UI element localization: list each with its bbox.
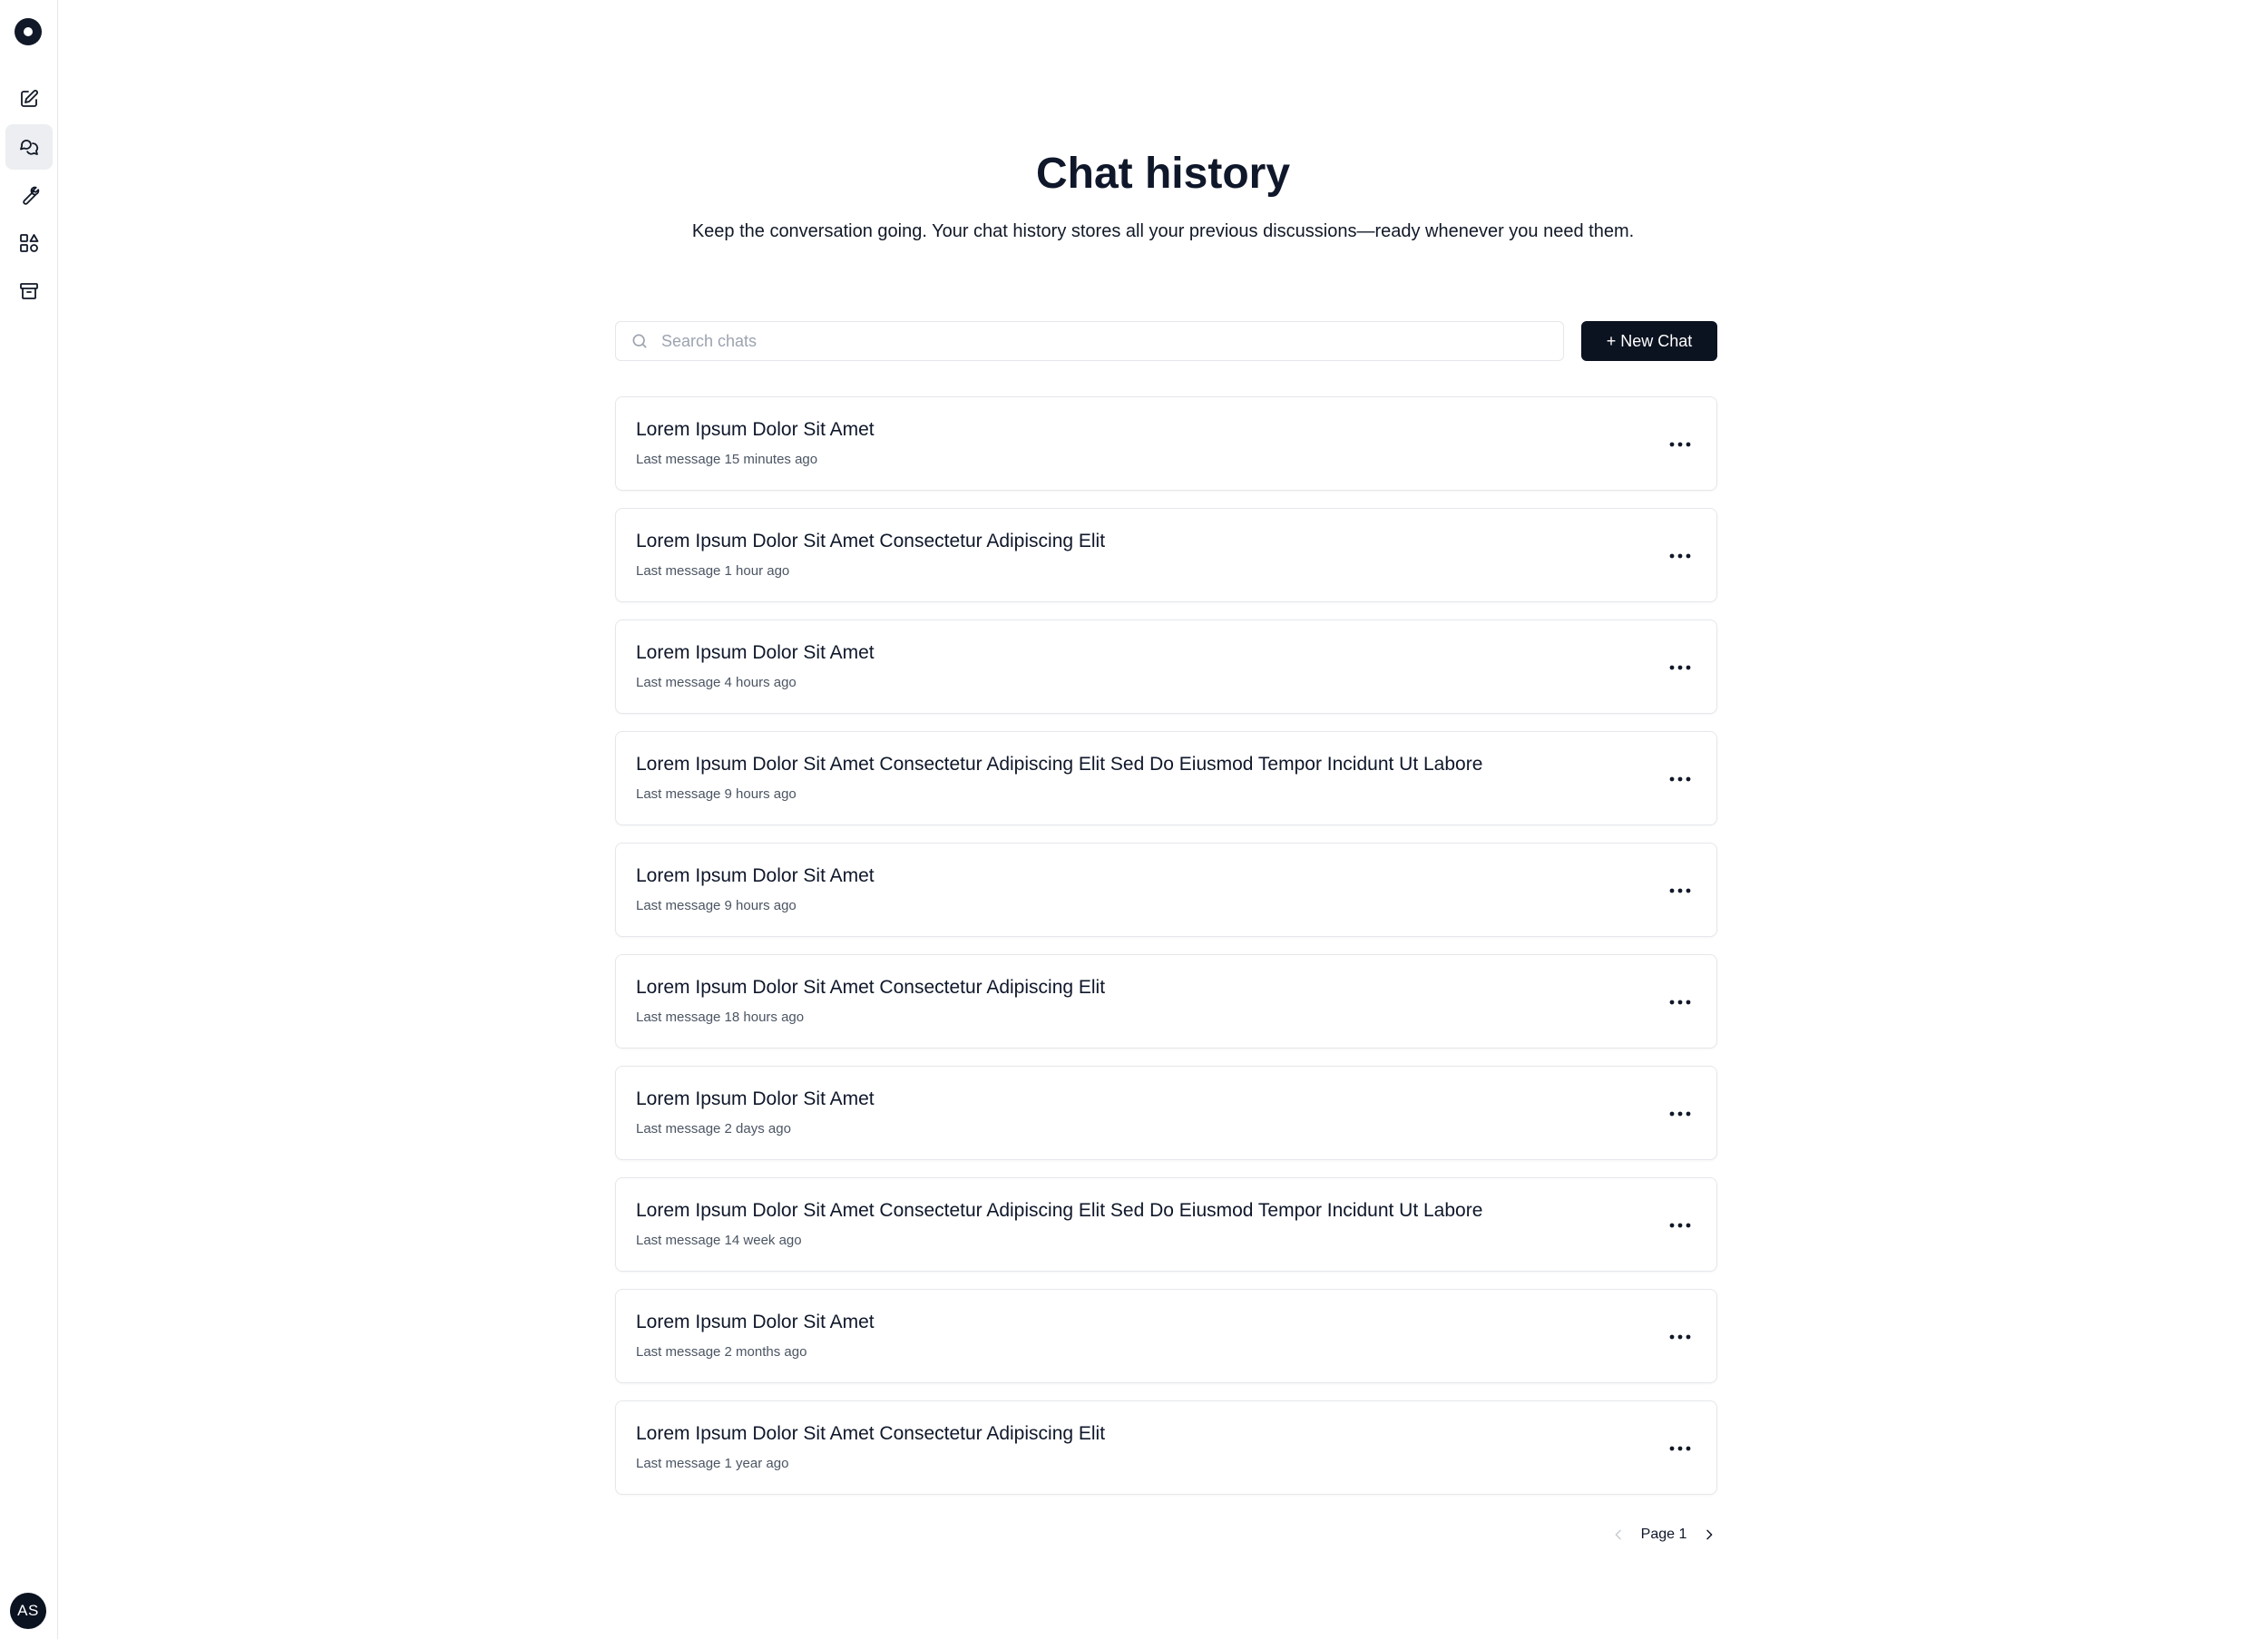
chat-title: Lorem Ipsum Dolor Sit Amet	[636, 1312, 875, 1332]
search-box[interactable]	[615, 321, 1564, 361]
more-horizontal-icon	[1668, 776, 1692, 783]
more-horizontal-icon	[1668, 1445, 1692, 1452]
logo-icon[interactable]	[15, 18, 42, 45]
chat-list	[615, 396, 1717, 1512]
chat-title: Lorem Ipsum Dolor Sit Amet Consectetur Adipiscing Elit	[636, 1423, 1106, 1444]
more-horizontal-icon	[1668, 1222, 1692, 1229]
tools-nav[interactable]	[5, 172, 53, 218]
search-icon	[631, 332, 649, 350]
edit-icon	[18, 88, 40, 110]
more-options-button[interactable]	[1662, 432, 1698, 457]
chat-last-message-time: Last message 4 hours ago	[636, 675, 797, 690]
more-horizontal-icon	[1668, 441, 1692, 448]
chat-last-message-time: Last message 2 months ago	[636, 1344, 807, 1360]
search-input[interactable]	[661, 332, 1550, 351]
chat-title: Lorem Ipsum Dolor Sit Amet Consectetur Adipiscing Elit	[636, 977, 1106, 998]
new-chat-button[interactable]: + New Chat	[1581, 321, 1717, 361]
more-options-button[interactable]	[1662, 878, 1698, 903]
page-title: Chat history	[1035, 150, 1291, 198]
more-horizontal-icon	[1668, 999, 1692, 1006]
chat-last-message-time: Last message 2 days ago	[636, 1121, 791, 1137]
chat-title: Lorem Ipsum Dolor Sit Amet	[636, 865, 875, 886]
more-options-button[interactable]	[1662, 1436, 1698, 1461]
chat-title: Lorem Ipsum Dolor Sit Amet Consectetur Adipiscing Elit Sed Do Eiusmod Tempor Incidunt Ut Labore	[636, 1200, 1483, 1221]
chat-row[interactable]	[615, 1289, 1717, 1383]
next-page-button[interactable]	[1700, 1526, 1718, 1544]
chat-row[interactable]	[615, 731, 1717, 825]
more-horizontal-icon	[1668, 1333, 1692, 1341]
archive-nav[interactable]	[5, 268, 53, 314]
more-options-button[interactable]	[1662, 990, 1698, 1015]
apps-shapes-icon	[18, 232, 40, 254]
new-chat-nav[interactable]	[5, 76, 53, 122]
chat-last-message-time: Last message 18 hours ago	[636, 1010, 805, 1025]
archive-icon	[18, 280, 40, 302]
more-horizontal-icon	[1668, 664, 1692, 671]
more-options-button[interactable]	[1662, 1101, 1698, 1127]
apps-nav[interactable]	[5, 220, 53, 266]
wrench-icon	[18, 184, 40, 206]
chat-last-message-time: Last message 1 year ago	[636, 1456, 789, 1471]
prev-page-button[interactable]	[1609, 1526, 1628, 1544]
chevron-left-icon	[1611, 1527, 1626, 1542]
chat-row[interactable]	[615, 1066, 1717, 1160]
more-horizontal-icon	[1668, 552, 1692, 560]
more-options-button[interactable]	[1662, 766, 1698, 792]
chat-title: Lorem Ipsum Dolor Sit Amet Consectetur Adipiscing Elit Sed Do Eiusmod Tempor Incidunt Ut Labore	[636, 754, 1483, 775]
chat-title: Lorem Ipsum Dolor Sit Amet Consectetur Adipiscing Elit	[636, 531, 1106, 551]
chat-last-message-time: Last message 14 week ago	[636, 1233, 802, 1248]
avatar[interactable]: AS	[10, 1593, 46, 1629]
more-options-button[interactable]	[1662, 1213, 1698, 1238]
chat-row[interactable]	[615, 1177, 1717, 1272]
chat-row[interactable]	[615, 508, 1717, 602]
chat-title: Lorem Ipsum Dolor Sit Amet	[636, 1088, 875, 1109]
page-subtitle: Keep the conversation going. Your chat history stores all your previous discussions—ready whenever you need them.	[691, 221, 1635, 241]
chat-title: Lorem Ipsum Dolor Sit Amet	[636, 419, 875, 440]
more-options-button[interactable]	[1662, 1324, 1698, 1350]
chat-last-message-time: Last message 9 hours ago	[636, 786, 797, 802]
pagination	[1609, 1521, 1718, 1548]
sidebar	[0, 0, 58, 1639]
chat-history-nav[interactable]	[5, 124, 53, 170]
more-options-button[interactable]	[1662, 543, 1698, 569]
chat-last-message-time: Last message 9 hours ago	[636, 898, 797, 913]
more-horizontal-icon	[1668, 887, 1692, 894]
chat-row[interactable]	[615, 1400, 1717, 1495]
chat-bubbles-icon	[18, 136, 40, 158]
more-options-button[interactable]	[1662, 655, 1698, 680]
more-horizontal-icon	[1668, 1110, 1692, 1117]
chat-last-message-time: Last message 15 minutes ago	[636, 452, 818, 467]
chat-row[interactable]	[615, 954, 1717, 1049]
chat-row[interactable]	[615, 620, 1717, 714]
chevron-right-icon	[1702, 1527, 1716, 1542]
chat-last-message-time: Last message 1 hour ago	[636, 563, 790, 579]
chat-title: Lorem Ipsum Dolor Sit Amet	[636, 642, 875, 663]
chat-row[interactable]	[615, 843, 1717, 937]
chat-row[interactable]	[615, 396, 1717, 491]
page-indicator: Page 1	[1640, 1527, 1687, 1542]
